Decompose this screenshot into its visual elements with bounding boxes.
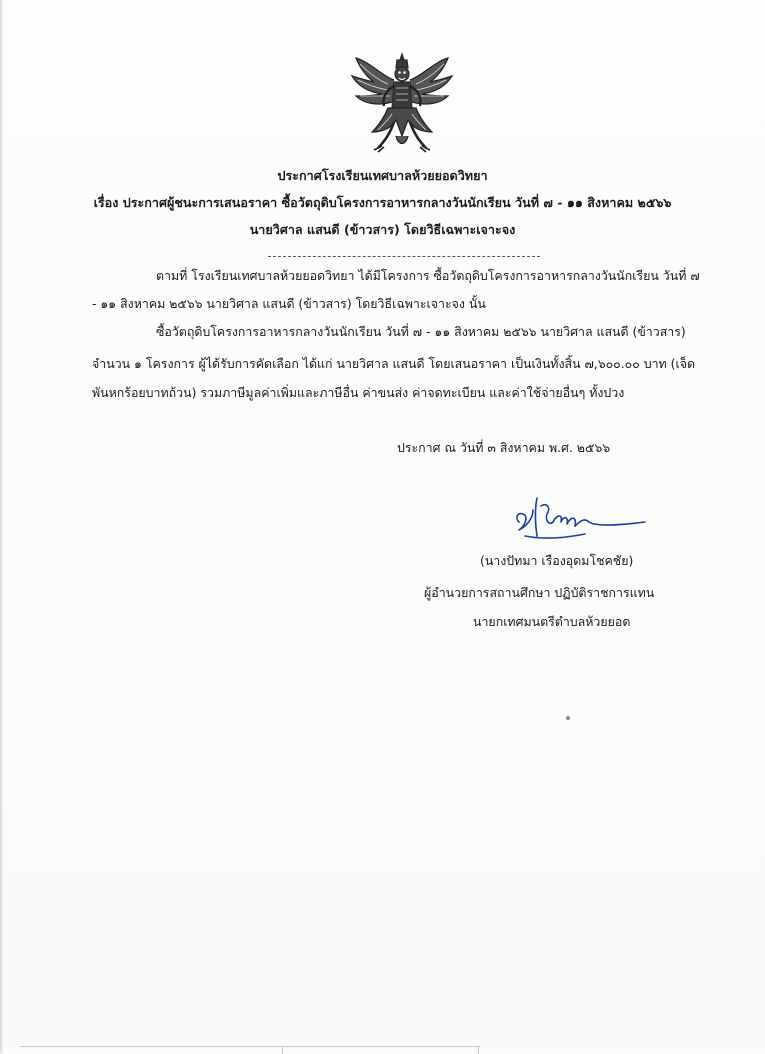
garuda-emblem-icon: [348, 50, 456, 158]
paragraph-2-line-1: ซื้อวัตถุดิบโครงการอาหารกลางวันนักเรียน วันที่ ๗ - ๑๑ สิงหาคม ๒๕๖๖ นายวิศาล แสนดี (ข้าวสาร): [156, 324, 686, 339]
header-divider: [268, 256, 540, 257]
signatory-position: ผู้อำนวยการสถานศึกษา ปฏิบัติราชการแทน: [424, 585, 655, 600]
scan-speck: [566, 716, 570, 720]
header-subject: เรื่อง ประกาศผู้ชนะการเสนอราคา ซื้อวัตถุดิบโครงการอาหารกลางวันนักเรียน วันที่ ๗ - ๑๑ สิงหาคม ๒๕๖๖: [93, 195, 672, 210]
page-edge-shadow: [0, 0, 3, 1053]
paragraph-2-line-2: จำนวน ๑ โครงการ ผู้ได้รับการคัดเลือก ได้แก่ นายวิศาล แสนดี โดยเสนอราคา เป็นเงินทั้งสิ้น ๗,๖๐๐.๐๐ บาท (เจ็ด: [92, 356, 696, 371]
paragraph-1-line-2: - ๑๑ สิงหาคม ๒๕๖๖ นายวิศาล แสนดี (ข้าวสาร) โดยวิธีเฉพาะเจาะจง นั้น: [92, 296, 486, 311]
handwritten-signature: [505, 492, 655, 552]
announce-date: ประกาศ ณ วันที่ ๓ สิงหาคม พ.ศ. ๒๕๖๖: [397, 440, 611, 455]
paragraph-2-line-3: พันหกร้อยบาทถ้วน) รวมภาษีมูลค่าเพิ่มและภาษีอื่น ค่าขนส่ง ค่าจดทะเบียน และค่าใช้จ่ายอื่นๆ ทั้งปวง: [92, 385, 625, 400]
header-title: ประกาศโรงเรียนเทศบาลห้วยยอดวิทยา: [277, 168, 488, 183]
paragraph-1-line-1: ตามที่ โรงเรียนเทศบาลห้วยยอดวิทยา ได้มีโครงการ ซื้อวัตถุดิบโครงการอาหารกลางวันนักเรียน วันที่ ๗: [156, 268, 700, 283]
signatory-name: (นางปัทมา เรืองอุดมโชคชัย): [480, 553, 634, 568]
signatory-acting-for: นายกเทศมนตรีตำบลห้วยยอด: [473, 614, 631, 629]
header-vendor-method: นายวิศาล แสนดี (ข้าวสาร) โดยวิธีเฉพาะเจาะจง: [249, 222, 516, 237]
